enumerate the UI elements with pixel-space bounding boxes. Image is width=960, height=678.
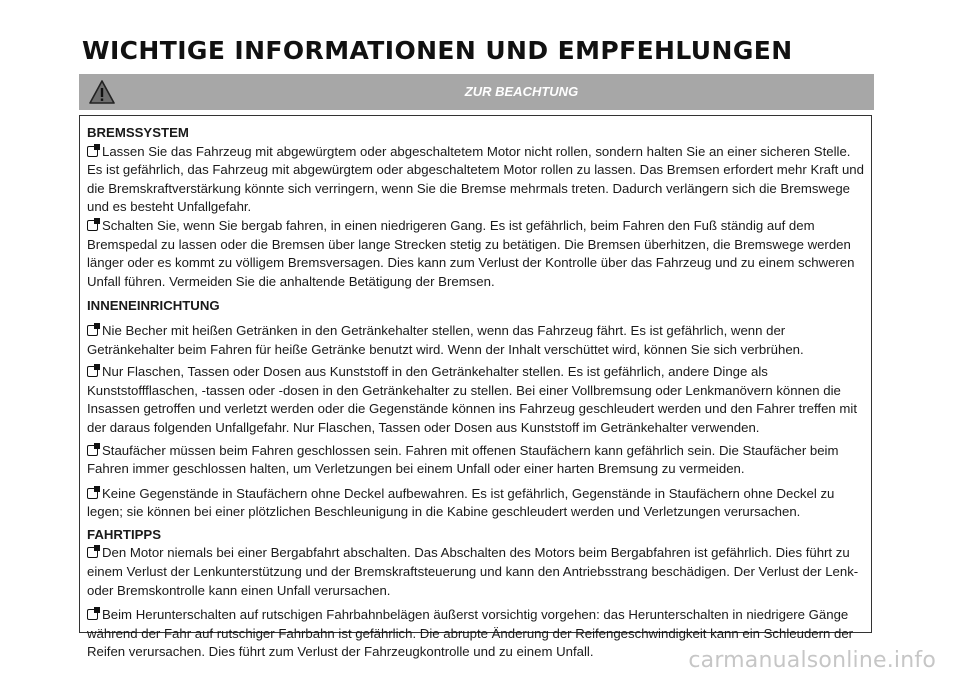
content-box (79, 115, 872, 660)
page-title: WICHTIGE INFORMATIONEN UND EMPFEHLUNGEN (82, 36, 793, 65)
paragraph: Nur Flaschen, Tassen oder Dosen aus Kunststoff in den Getränkehalter stellen. Es ist gefährlich, andere Dinge als Kunststoffflaschen, -tassen oder -dosen in den Getränkehalter zu stellen. Bei einer Vollbremsung oder Lenkmanövern können die Insassen getroffen und verletzt werden oder die Gegenstände können ins Fahrzeug geschleudert werden und den Fahrer treffen mit der daraus folgenden Unfallgefahr. Nur Flaschen, Tassen oder Dosen aus Kunststoff im Getränkehalter verwenden. (87, 364, 858, 435)
bullet-icon (87, 609, 98, 620)
paragraph: Lassen Sie das Fahrzeug mit abgewürgtem oder abgeschaltetem Motor nicht rollen, sondern halten Sie an einer sicheren Stelle. Es ist gefährlich, das Fahrzeug mit abgewürgtem oder abgeschaltetem Motor rollen zu lassen. Das Bremsen erfordert mehr Kraft und die Bremskraftverstärkung könnte sich verringern, wenn Sie die Bremse mehrmals treten. Dadurch verlängern sich die Bremswege und es besteht Unfallgefahr. (87, 143, 864, 215)
bullet-icon (87, 547, 98, 558)
bullet-icon (87, 325, 98, 336)
paragraph: Staufächer müssen beim Fahren geschlossen sein. Fahren mit offenen Staufächern kann gefährlich sein. Die Staufächer beim Fahren immer geschlossen halten, um Verletzungen bei einem Unfall oder einer harten Bremsung zu vermeiden. (87, 442, 839, 477)
bullet-icon (87, 366, 98, 377)
bullet-icon (87, 488, 98, 499)
paragraph: Den Motor niemals bei einer Bergabfahrt abschalten. Das Abschalten des Motors beim Bergabfahren ist gefährlich. Dies führt zu einem Verlust der Lenkunterstützung und der Bremskraftsteuerung und kann den Antriebsstrang beschädigen. Der Verlust der Lenk- oder Bremskontrolle kann einen Unfall verursachen. (87, 545, 859, 598)
paragraph: Nie Becher mit heißen Getränken in den Getränkehalter stellen, wenn das Fahrzeug fährt. Es ist gefährlich, wenn der Getränkehalter beim Fahren für heiße Getränke benutzt wird. Wenn der Inhalt verschüttet wird, können Sie sich verbrühen. (87, 322, 804, 357)
bullet-icon (87, 220, 98, 231)
bullet-icon (87, 146, 98, 157)
watermark: carmanualsonline.info (688, 648, 936, 673)
section-heading-inneneinrichtung: INNENEINRICHTUNG (87, 298, 220, 314)
section-heading-bremssystem: BREMSSYSTEM (87, 125, 189, 140)
paragraph: Beim Herunterschalten auf rutschigen Fahrbahnbelägen äußerst vorsichtig vorgehen: das Herunterschalten in niedrigere Gänge während der Fahr auf rutschiger Fahrbahn ist gefährlich. Die abrupte Änderung der Reifengeschwindigkeit kann ein Schleudern der Reifen verursachen. Dies führt zum Verlust der Fahrzeugkontrolle und zu einem Unfall. (87, 607, 854, 660)
paragraph: Keine Gegenstände in Staufächern ohne Deckel aufbewahren. Es ist gefährlich, Gegenstände in Staufächern ohne Deckel zu legen; sie können bei einer plötzlichen Beschleunigung in die Kabine geschleudert werden und Verletzungen verursachen. (87, 485, 835, 520)
warning-banner (79, 74, 874, 110)
banner-label: ZUR BEACHTUNG (464, 84, 579, 99)
section-heading-fahrtipps: FAHRTIPPS (87, 526, 162, 542)
bullet-icon (87, 445, 98, 456)
paragraph: Schalten Sie, wenn Sie bergab fahren, in einen niedrigeren Gang. Es ist gefährlich, beim Fahren den Fuß ständig auf dem Bremspedal zu lassen oder die Bremsen über lange Strecken stetig zu betätigen. Die Bremsen überhitzen, die Bremswege werden länger oder es kommt zu völligem Bremsversagen. Dies kann zum Verlust der Kontrolle über das Fahrzeug und zu einem schweren Unfall führen. Vermeiden Sie die anhaltende Betätigung der Bremsen. (87, 217, 855, 289)
